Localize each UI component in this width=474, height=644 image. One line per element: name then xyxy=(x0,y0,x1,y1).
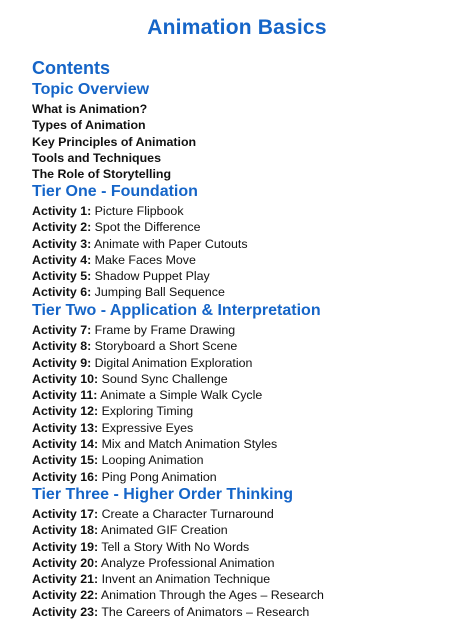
activity-item xyxy=(32,571,324,587)
activity-label: Activity 16: xyxy=(32,469,99,484)
activity-item xyxy=(32,420,277,436)
activity-title: Create a Character Turnaround xyxy=(101,507,274,521)
activity-label: Activity 7: xyxy=(32,323,92,337)
activity-item xyxy=(32,219,248,235)
activity-title: Make Faces Move xyxy=(94,252,196,267)
activity-label: Activity 5: xyxy=(32,269,92,284)
activity-item xyxy=(32,236,248,252)
activity-title: Sound Sync Challenge xyxy=(101,371,228,386)
activity-label: Activity 10: xyxy=(32,371,99,386)
activity-title: Ping Pong Animation xyxy=(101,469,217,484)
activity-label: Activity 11: xyxy=(32,388,98,403)
document-title: Animation Basics xyxy=(147,16,327,39)
activity-label: Activity 8: xyxy=(32,339,92,354)
tier-three-heading: Tier Three - Higher Order Thinking xyxy=(32,486,294,503)
activity-title: Analyze Professional Animation xyxy=(100,555,275,570)
activity-item xyxy=(32,268,248,284)
activity-title: Tell a Story With No Words xyxy=(101,539,250,554)
activity-item xyxy=(32,506,324,522)
activity-title: Digital Animation Exploration xyxy=(94,355,253,370)
topic-overview-list xyxy=(32,101,196,182)
activity-title: Animation Through the Ages – Research xyxy=(100,588,324,603)
activity-label: Activity 18: xyxy=(32,523,99,538)
activity-title: Jumping Ball Sequence xyxy=(94,285,225,300)
activity-title: Animated GIF Creation xyxy=(100,523,228,538)
activity-label: Activity 12: xyxy=(32,404,99,419)
activity-title: Animate with Paper Cutouts xyxy=(93,236,248,251)
activity-title: Shadow Puppet Play xyxy=(94,269,210,284)
activity-item xyxy=(32,403,277,419)
activity-label: Activity 9: xyxy=(32,355,92,370)
activity-title: The Careers of Animators – Research xyxy=(101,604,310,619)
topic-overview-heading: Topic Overview xyxy=(32,81,150,98)
activity-item xyxy=(32,587,324,603)
activity-item xyxy=(32,355,277,371)
activity-item xyxy=(32,555,324,571)
activity-title: Storyboard a Short Scene xyxy=(94,339,238,354)
activity-label: Activity 6: xyxy=(32,285,92,300)
activity-title: Spot the Difference xyxy=(94,220,201,235)
activity-item xyxy=(32,539,324,555)
activity-label: Activity 2: xyxy=(32,220,92,235)
activity-item xyxy=(32,284,248,300)
activity-title: Frame by Frame Drawing xyxy=(94,323,236,337)
activity-label: Activity 15: xyxy=(32,453,99,468)
activity-label: Activity 19: xyxy=(32,539,99,554)
activity-item xyxy=(32,604,324,620)
activity-label: Activity 14: xyxy=(32,437,99,452)
activity-title: Exploring Timing xyxy=(101,404,194,419)
activity-title: Mix and Match Animation Styles xyxy=(101,437,278,452)
tier-two-heading: Tier Two - Application & Interpretation xyxy=(32,302,321,319)
activity-item xyxy=(32,387,277,403)
activity-item xyxy=(32,252,248,268)
activity-label: Activity 13: xyxy=(32,420,99,435)
activity-label: Activity 3: xyxy=(32,236,92,251)
activity-label: Activity 4: xyxy=(32,252,92,267)
topic-item: Key Principles of Animation xyxy=(32,134,197,149)
activity-label: Activity 23: xyxy=(32,604,99,619)
topic-item: Types of Animation xyxy=(32,118,146,133)
activity-label: Activity 22: xyxy=(32,588,99,603)
tier-one-list xyxy=(32,203,248,301)
activity-title: Picture Flipbook xyxy=(94,204,184,218)
topic-item: The Role of Storytelling xyxy=(32,167,172,182)
tier-two-list xyxy=(32,322,277,485)
contents-heading: Contents xyxy=(32,58,110,78)
topic-item: What is Animation? xyxy=(32,102,148,116)
activity-item xyxy=(32,338,277,354)
activity-label: Activity 21: xyxy=(32,572,99,587)
activity-label: Activity 17: xyxy=(32,507,99,521)
activity-label: Activity 20: xyxy=(32,555,99,570)
activity-item xyxy=(32,522,324,538)
activity-item xyxy=(32,322,277,338)
activity-title: Animate a Simple Walk Cycle xyxy=(100,388,263,403)
activity-title: Expressive Eyes xyxy=(101,420,194,435)
activity-title: Looping Animation xyxy=(101,453,204,468)
activity-title: Invent an Animation Technique xyxy=(101,572,271,587)
activity-item xyxy=(32,452,277,468)
activity-item xyxy=(32,203,248,219)
topic-item: Tools and Techniques xyxy=(32,150,161,165)
activity-item xyxy=(32,371,277,387)
tier-three-list xyxy=(32,506,324,620)
activity-item xyxy=(32,469,277,485)
activity-item xyxy=(32,436,277,452)
activity-label: Activity 1: xyxy=(32,204,92,218)
tier-one-heading: Tier One - Foundation xyxy=(32,183,198,200)
